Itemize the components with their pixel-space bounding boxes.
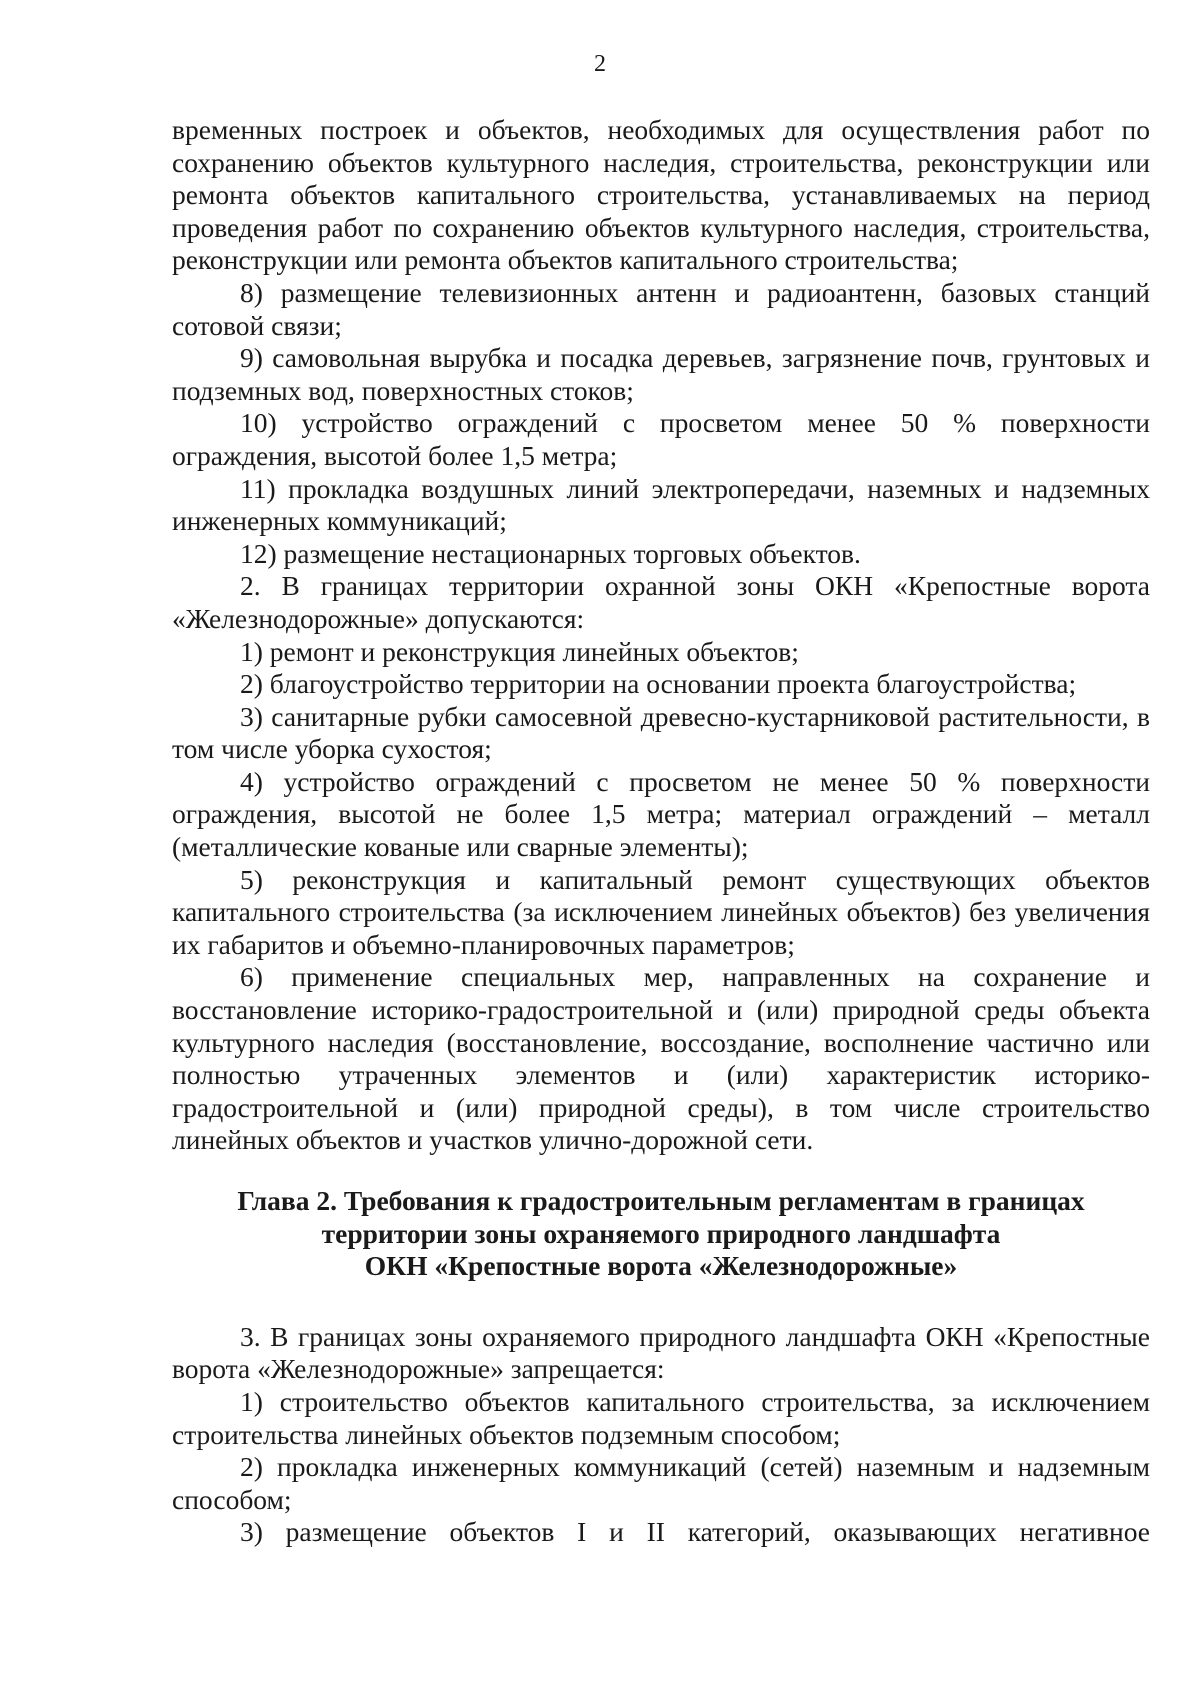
paragraph: 2. В границах территории охранной зоны ОКН «Крепостные ворота «Железнодорожные» допускаются: — [172, 570, 1150, 634]
paragraph: 3) санитарные рубки самосевной древесно-кустарниковой растительности, в том числе уборка сухостоя; — [172, 700, 1150, 765]
document-body — [172, 114, 1150, 1549]
paragraph: 11) прокладка воздушных линий электропередачи, наземных и надземных инженерных коммуникаций; — [172, 472, 1150, 537]
paragraph: временных построек и объектов, необходимых для осуществления работ по сохранению объектов культурного наследия, строительства, реконструкции или ремонта объектов капитального строительства, устанавливаемых на период проведения работ по сохранению объектов культурного наследия, строительства, реконструкции или ремонта объектов капитального строительства; — [172, 114, 1150, 276]
paragraph: 3. В границах зоны охраняемого природного ландшафта ОКН «Крепостные ворота «Железнодорожные» запрещается: — [172, 1320, 1150, 1385]
chapter-heading — [172, 1185, 1150, 1283]
page-number: 2 — [594, 51, 606, 77]
paragraph: 9) самовольная вырубка и посадка деревьев, загрязнение почв, грунтовых и подземных вод, поверхностных стоков; — [172, 342, 1150, 406]
paragraph: 6) применение специальных мер, направленных на сохранение и восстановление историко-градостроительной и (или) природной среды объекта культурного наследия (восстановление, воссоздание, восполнение частично или полностью утраченных элементов и (или) характеристик историко-градостроительной и (или) природной среды), в том числе строительство линейных объектов и участков улично-дорожной сети. — [172, 961, 1150, 1156]
section-1 — [172, 114, 1150, 1157]
paragraph: 2) благоустройство территории на основании проекта благоустройства; — [240, 668, 1077, 700]
paragraph: 4) устройство ограждений с просветом не менее 50 % поверхности ограждения, высотой не более 1,5 метра; материал ограждений – металл (металлические кованые или сварные элементы); — [172, 765, 1150, 863]
paragraph: 1) ремонт и реконструкция линейных объектов; — [240, 635, 799, 667]
section-2 — [172, 1321, 1150, 1549]
paragraph: 2) прокладка инженерных коммуникаций (сетей) наземным и надземным способом; — [172, 1451, 1150, 1515]
paragraph: 10) устройство ограждений с просветом менее 50 % поверхности ограждения, высотой более 1,5 метра; — [172, 407, 1150, 471]
paragraph: 8) размещение телевизионных антенн и радиоантенн, базовых станций сотовой связи; — [172, 276, 1150, 341]
paragraph: 1) строительство объектов капитального строительства, за исключением строительства линейных объектов подземным способом; — [172, 1385, 1150, 1450]
paragraph: 5) реконструкция и капитальный ремонт существующих объектов капитального строительства (за исключением линейных объектов) без увеличения их габаритов и объемно-планировочных параметров; — [172, 863, 1150, 960]
paragraph: 3) размещение объектов I и II категорий, оказывающих негативное — [240, 1516, 1150, 1548]
chapter-heading-line: ОКН «Крепостные ворота «Железнодорожные» — [364, 1250, 958, 1282]
paragraph: 12) размещение нестационарных торговых объектов. — [240, 537, 861, 569]
chapter-heading-line: Глава 2. Требования к градостроительным регламентам в границах — [237, 1185, 1085, 1216]
chapter-heading-line: территории зоны охраняемого природного ландшафта — [321, 1217, 1001, 1249]
